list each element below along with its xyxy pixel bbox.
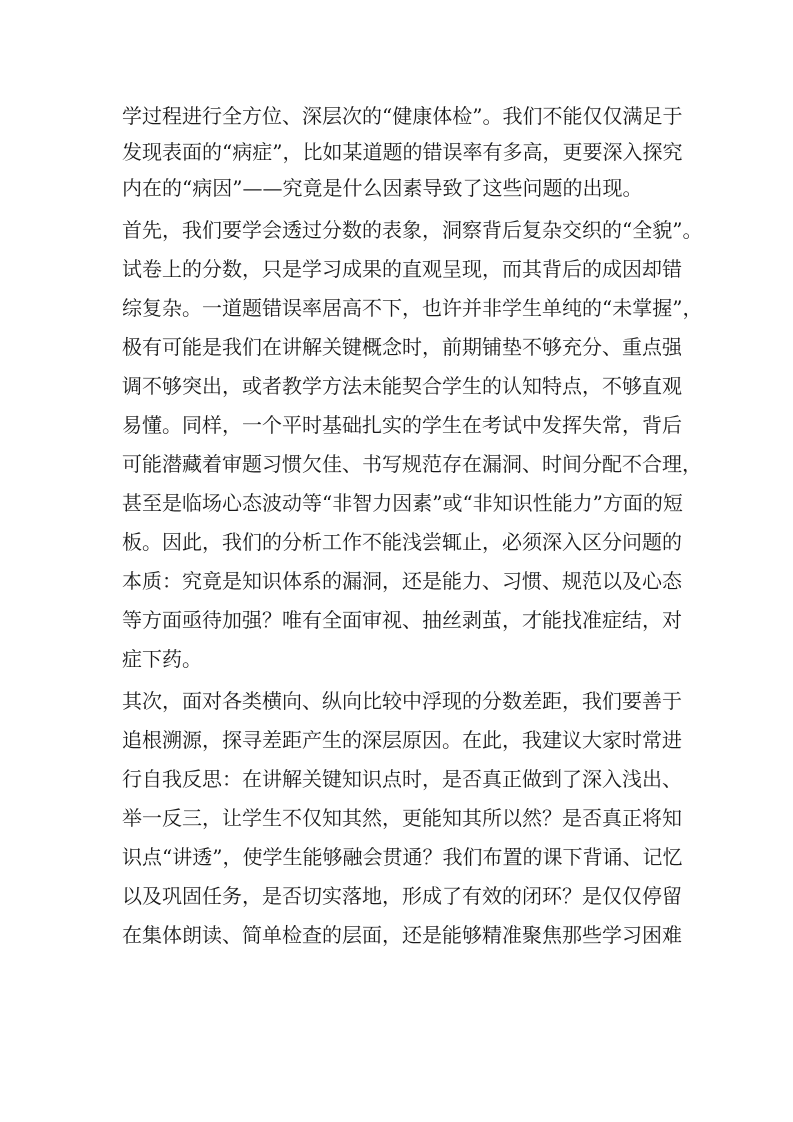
text-line: 其次，面对各类横向、纵向比较中浮现的分数差距，我们要善于 [122,689,682,713]
text-line: 发现表面的“病症”，比如某道题的错误率有多高，更要深入探究 [122,140,683,164]
text-line: 举一反三，让学生不仅知其然，更能知其所以然？是否真正将知 [122,806,682,830]
text-line: 本质：究竟是知识体系的漏洞，还是能力、习惯、规范以及心态 [122,569,682,593]
text-line: 甚至是临场心态波动等“非智力因素”或“非知识性能力”方面的短 [122,491,683,515]
text-line: 综复杂。一道题错误率居高不下，也许并非学生单纯的“未掌握”， [122,296,703,320]
text-line: 易懂。同样，一个平时基础扎实的学生在考试中发挥失常，背后 [122,413,682,437]
text-line: 可能潜藏着审题习惯欠佳、书写规范存在漏洞、时间分配不合理， [122,452,702,476]
text-line: 在集体朗读、简单检查的层面，还是能够精准聚焦那些学习困难 [122,923,682,947]
text-line: 调不够突出，或者教学方法未能契合学生的认知特点，不够直观 [122,374,682,398]
text-line: 等方面亟待加强？唯有全面审视、抽丝剥茧，才能找准症结，对 [122,608,682,632]
text-line: 行自我反思：在讲解关键知识点时，是否真正做到了深入浅出、 [122,767,682,791]
text-line: 首先，我们要学会透过分数的表象，洞察背后复杂交织的“全貌”。 [122,218,703,242]
text-line: 识点“讲透”，使学生能够融会贯通？我们布置的课下背诵、记忆 [122,845,683,869]
text-line: 内在的“病因”——究竟是什么因素导致了这些问题的出现。 [122,176,643,200]
text-line: 以及巩固任务，是否切实落地，形成了有效的闭环？是仅仅停留 [122,884,682,908]
text-line: 板。因此，我们的分析工作不能浅尝辄止，必须深入区分问题的 [122,530,682,554]
text-line: 极有可能是我们在讲解关键概念时，前期铺垫不够充分、重点强 [122,335,682,359]
text-line: 试卷上的分数，只是学习成果的直观呈现，而其背后的成因却错 [122,257,682,281]
text-line: 追根溯源，探寻差距产生的深层原因。在此，我建议大家时常进 [122,728,682,752]
text-line: 症下药。 [122,647,202,671]
text-line: 学过程进行全方位、深层次的“健康体检”。我们不能仅仅满足于 [122,104,683,128]
